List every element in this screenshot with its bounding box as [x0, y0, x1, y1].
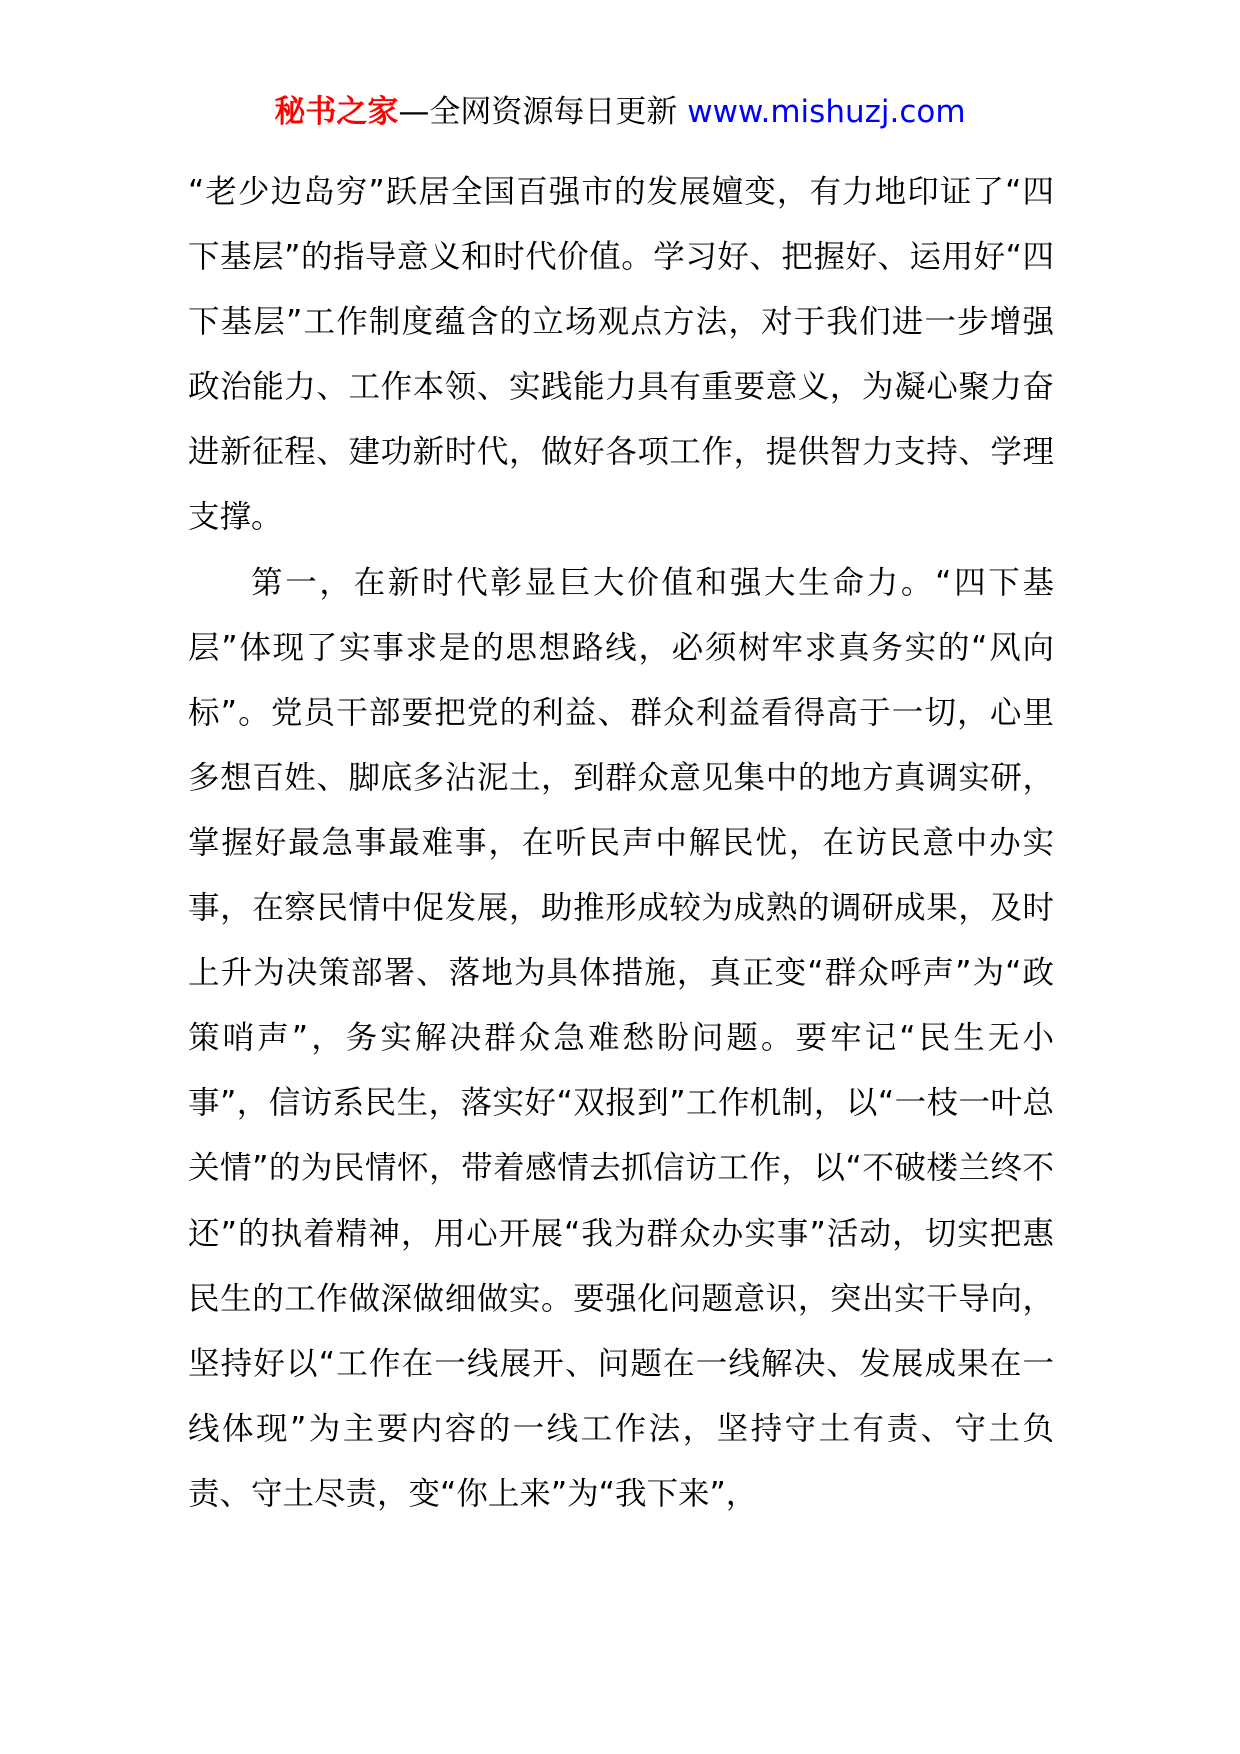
paragraph-first-point: 第一，在新时代彰显巨大价值和强大生命力。“四下基层”体现了实事求是的思想路线，必须树牢求真务实的“风向标”。党员干部要把党的利益、群众利益看得高于一切，心里多想百姓、脚底多沾泥土，到群众意见集中的地方真调实研，掌握好最急事最难事，在听民声中解民忧，在访民意中办实事，在察民情中促发展，助推形成较为成熟的调研成果，及时上升为决策部署、落地为具体措施，真正变“群众呼声”为“政策哨声”，务实解决群众急难愁盼问题。要牢记“民生无小事”，信访系民生，落实好“双报到”工作机制，以“一枝一叶总关情”的为民情怀，带着感情去抓信访工作，以“不破楼兰终不还”的执着精神，用心开展“我为群众办实事”活动，切实把惠民生的工作做深做细做实。要强化问题意识，突出实干导向，坚持好以“工作在一线展开、问题在一线解决、发展成果在一线体现”为主要内容的一线工作法，坚持守土有责、守土负责、守土尽责，变“你上来”为“我下来”，: [188, 564, 1054, 1512]
document-body: [188, 160, 1054, 1527]
paragraph-continuation: “老少边岛穷”跃居全国百强市的发展嬗变，有力地印证了“四下基层”的指导意义和时代价值。学习好、把握好、运用好“四下基层”工作制度蕴含的立场观点方法，对于我们进一步增强政治能力、工作本领、实践能力具有重要意义，为凝心聚力奋进新征程、建功新时代，做好各项工作，提供智力支持、学理支撑。: [188, 174, 1054, 536]
brand-name: 秘书之家: [274, 94, 399, 130]
site-url-link[interactable]: www.mishuzj.com: [687, 94, 966, 130]
header-slogan: —全网资源每日更新: [398, 94, 688, 130]
site-header: [0, 92, 1240, 132]
